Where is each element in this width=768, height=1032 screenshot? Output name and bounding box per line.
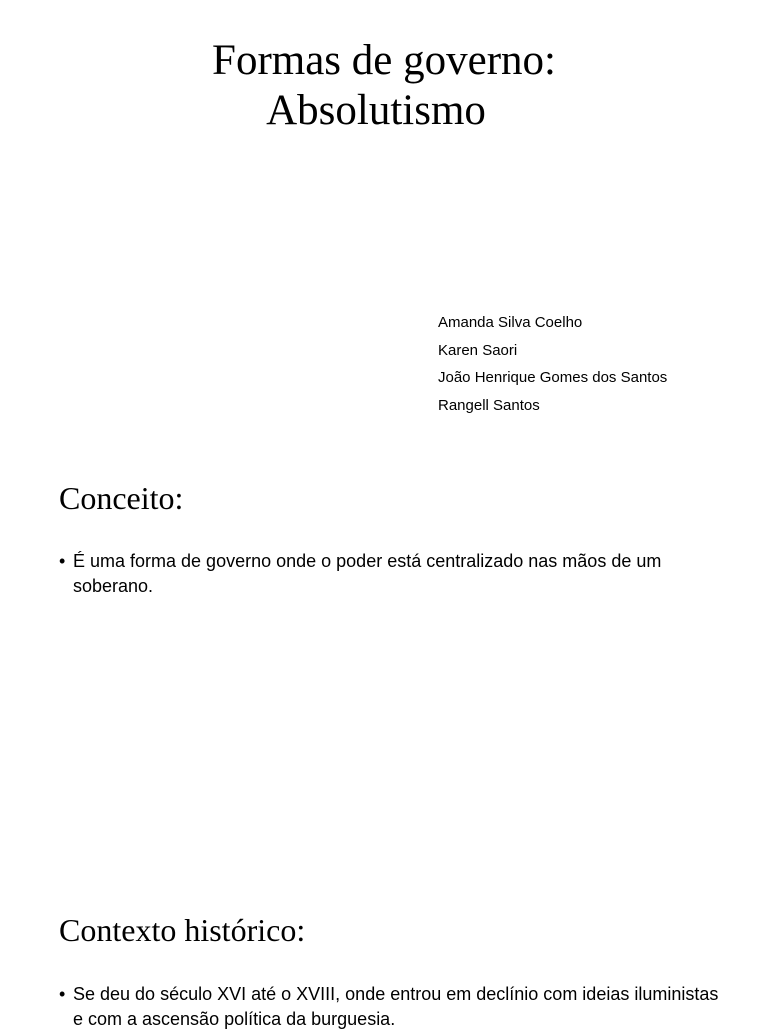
presentation-title (0, 36, 768, 136)
title-line-1: Formas de governo: (212, 37, 556, 84)
bullet-item (59, 549, 719, 599)
author-name: João Henrique Gomes dos Santos (438, 369, 668, 386)
bullet-text: Se deu do século XVI até o XVIII, onde entrou em declínio com ideias iluministas e com a ascensão política da burguesia. (73, 984, 719, 1029)
bullet-list (59, 982, 719, 1032)
title-line-2: Absolutismo (266, 87, 486, 134)
bullet-icon: • (59, 984, 66, 1004)
author-list (438, 309, 667, 419)
slide-heading: Conceito: (59, 480, 184, 516)
historical-context-slide (0, 864, 768, 1029)
author-name: Karen Saori (438, 341, 518, 359)
bullet-icon: • (59, 551, 66, 571)
title-slide (0, 0, 768, 432)
bullet-item (59, 982, 719, 1032)
slide-heading: Contexto histórico: (59, 912, 306, 948)
bullet-text: É uma forma de governo onde o poder está centralizado nas mãos de um soberano. (73, 551, 662, 596)
bullet-list (59, 549, 719, 599)
author-name: Amanda Silva Coelho (438, 314, 583, 331)
author-name: Rangell Santos (438, 396, 540, 414)
concept-slide (0, 432, 768, 864)
